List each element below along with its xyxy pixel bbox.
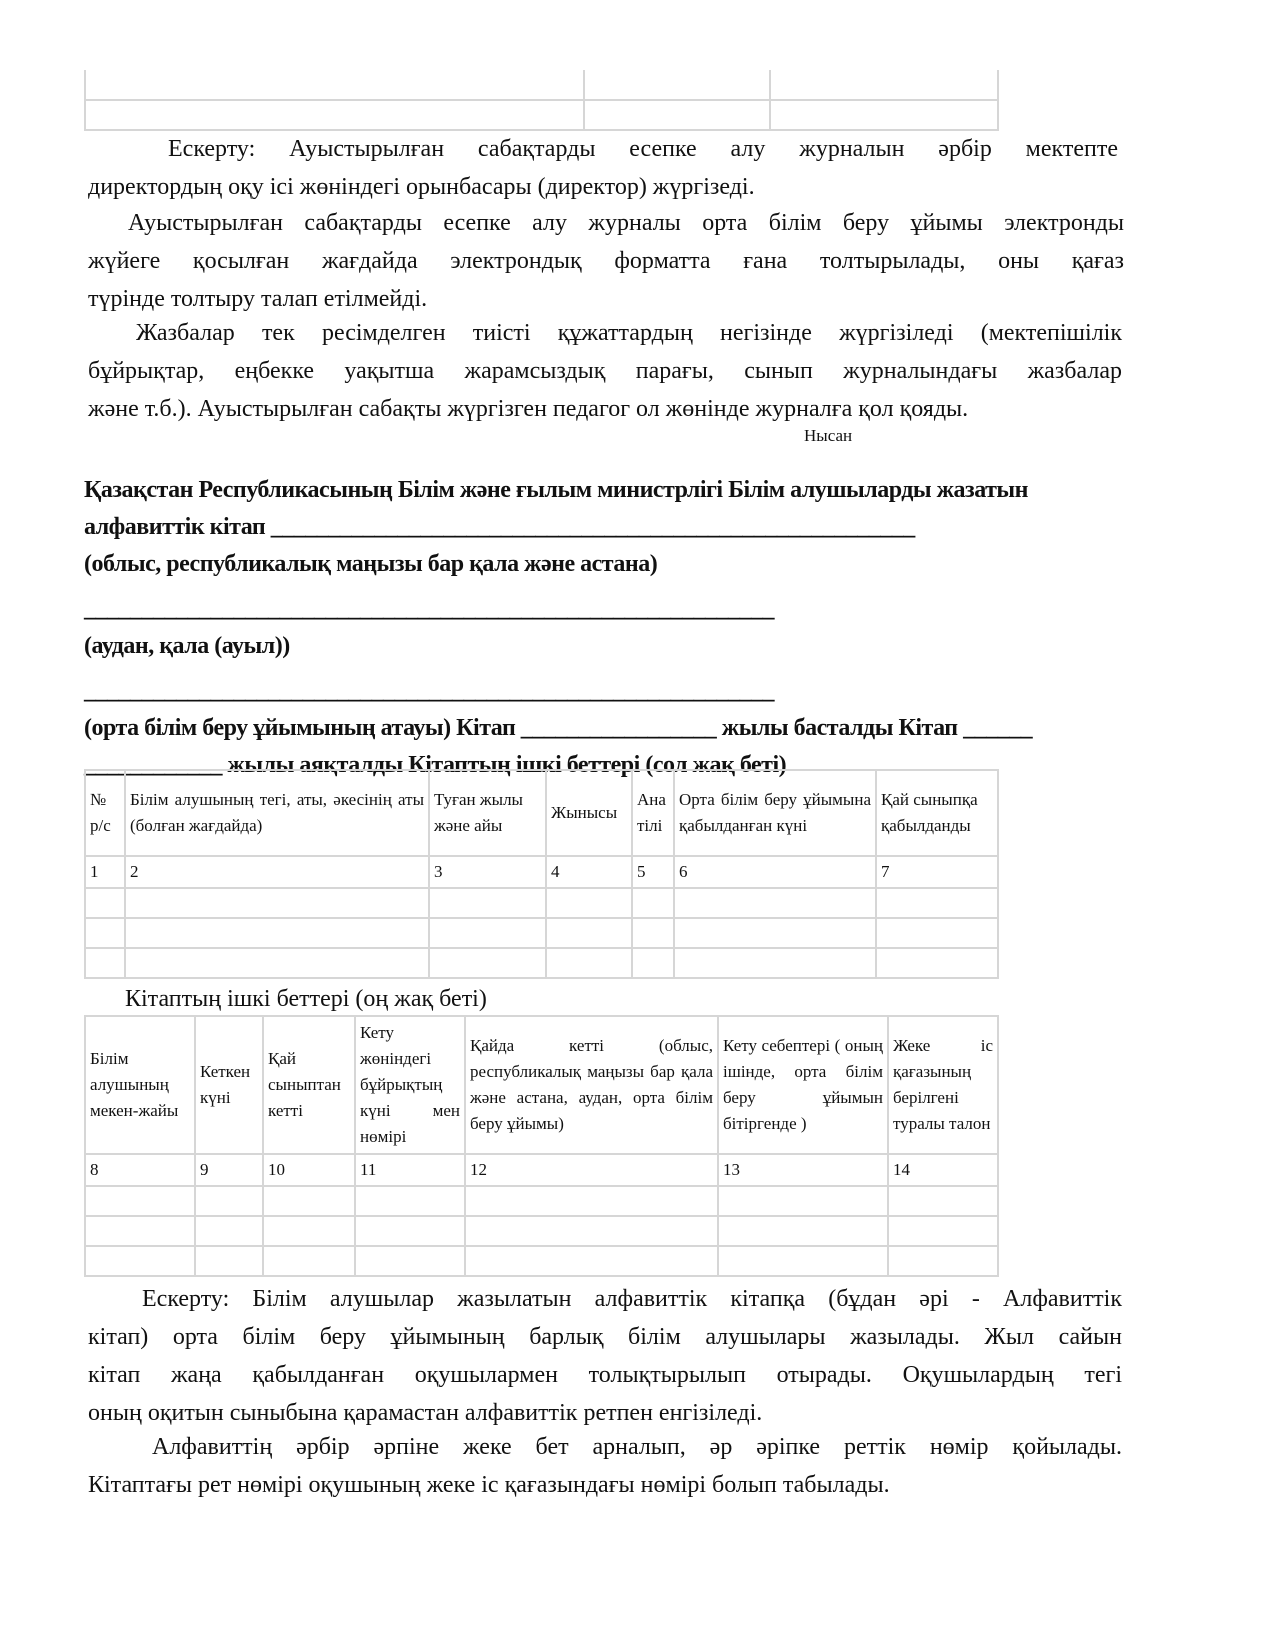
- table-cell: [125, 918, 429, 948]
- table-cell: [85, 70, 584, 100]
- column-header-native-language: Ана тілі: [632, 770, 674, 856]
- top-table: [84, 70, 999, 131]
- column-number: 8: [85, 1154, 195, 1186]
- column-header-gender: Жынысы: [546, 770, 632, 856]
- left-page-table: [84, 769, 999, 979]
- table-cell: [546, 918, 632, 948]
- column-header-order-date-number: Кету жөніндегі бұйрықтың күні мен нөмірі: [355, 1016, 465, 1154]
- table-cell: [355, 1216, 465, 1246]
- table-cell: [876, 888, 998, 918]
- paragraph-line: бұйрықтар, еңбекке уақытша жарамсыздық парағы, сынып журналындағы жазбалар: [88, 358, 1122, 384]
- column-number: 1: [85, 856, 125, 888]
- table-cell: [876, 948, 998, 978]
- note-replaced-lessons: [88, 130, 1118, 206]
- district-blank: ____________________________________________________________: [84, 596, 774, 622]
- column-header-destination: Қайда кетті (облыс, республикалық маңызы бар қала және астана, аудан, орта білім беру ұйымы): [465, 1016, 718, 1154]
- column-number: 3: [429, 856, 546, 888]
- table-cell: [770, 100, 998, 130]
- table-cell: [584, 70, 770, 100]
- table-row: [85, 1216, 998, 1246]
- right-page-table: [84, 1015, 999, 1277]
- table-cell: [355, 1186, 465, 1216]
- paragraph-line: және т.б.). Ауыстырылған сабақты жүргізген педагог ол жөнінде журналға қол қояды.: [88, 396, 969, 422]
- column-number: 6: [674, 856, 876, 888]
- organization-caption-book-start: (орта білім беру ұйымының атауы) Кітап _________________ жылы басталды Кітап ______: [84, 715, 1033, 741]
- heading-line: Қазақстан Республикасының Білім және ғылым министрлігі Білім алушыларды жазатын: [84, 477, 1028, 503]
- table-cell: [195, 1216, 263, 1246]
- table-cell: [632, 888, 674, 918]
- table-cell: [85, 1246, 195, 1276]
- paragraph-line: Алфавиттің әрбір әрпіне жеке бет арналып, әр әріпке реттік нөмір қойылады.: [152, 1434, 1122, 1460]
- column-number: 9: [195, 1154, 263, 1186]
- table-cell: [888, 1216, 998, 1246]
- column-header-full-name: Білім алушының тегі, аты, әкесінің аты (болған жағдайда): [125, 770, 429, 856]
- paragraph-line: Ауыстырылған сабақтарды есепке алу журналы орта білім беру ұйымы электронды: [128, 210, 1124, 236]
- table-cell: [718, 1246, 888, 1276]
- table-cell: [195, 1246, 263, 1276]
- heading-line-region-blank: алфавиттік кітап ________________________________________________________: [84, 514, 915, 540]
- column-number: 4: [546, 856, 632, 888]
- paragraph-line: жүйеге қосылған жағдайда электрондық форматта ғана толтырылады, оны қағаз: [88, 248, 1124, 274]
- table-cell: [888, 1246, 998, 1276]
- table-cell: [674, 888, 876, 918]
- paragraph-letter-pages: [88, 1428, 1122, 1504]
- table-cell: [263, 1216, 355, 1246]
- table-cell: [85, 1216, 195, 1246]
- column-header-number: № р/с: [85, 770, 125, 856]
- column-header-admitted-class: Қай сыныпқа қабылданды: [876, 770, 998, 856]
- paragraph-line: Жазбалар тек ресімделген тиісті құжаттардың негізінде жүргізіледі (мектепішілік: [136, 320, 1122, 346]
- table-cell: [85, 888, 125, 918]
- form-heading: [84, 472, 1144, 784]
- table-row: [85, 888, 998, 918]
- table-cell: [85, 1186, 195, 1216]
- table-cell: [770, 70, 998, 100]
- column-header-admission-date: Орта білім беру ұйымына қабылданған күні: [674, 770, 876, 856]
- column-number: 12: [465, 1154, 718, 1186]
- column-header-leave-date: Кеткен күні: [195, 1016, 263, 1154]
- column-number: 7: [876, 856, 998, 888]
- table-cell: [632, 948, 674, 978]
- table-row: [85, 1186, 998, 1216]
- district-caption: (аудан, қала (ауыл)): [84, 633, 290, 659]
- column-header-left-class: Қай сыныптан кетті: [263, 1016, 355, 1154]
- table-cell: [546, 948, 632, 978]
- region-caption: (облыс, республикалық маңызы бар қала және астана): [84, 551, 658, 577]
- table-cell: [85, 948, 125, 978]
- column-header-leave-reasons: Кету себептері ( оның ішінде, орта білім беру ұйымын бітіргенде ): [718, 1016, 888, 1154]
- table-cell: [465, 1216, 718, 1246]
- book-end-left-page-caption: ____________ жылы аяқталды Кітаптың ішкі беттері (сол жақ беті): [84, 752, 787, 778]
- table-cell: [429, 948, 546, 978]
- table-cell: [674, 918, 876, 948]
- column-number: 11: [355, 1154, 465, 1186]
- table-number-row: [85, 1154, 998, 1186]
- table-header-row: [85, 770, 998, 856]
- note-line: оның оқитын сыныбына қарамастан алфавиттік ретпен енгізіледі.: [88, 1400, 763, 1426]
- paragraph-electronic-format: [88, 204, 1124, 318]
- table-number-row: [85, 856, 998, 888]
- column-number: 14: [888, 1154, 998, 1186]
- table-header-row: [85, 1016, 998, 1154]
- paragraph-line: Кітаптағы рет нөмірі оқушының жеке іс қағазындағы нөмірі болып табылады.: [88, 1472, 890, 1498]
- note-alphabet-book: [88, 1280, 1122, 1432]
- table-cell: [674, 948, 876, 978]
- table-cell: [125, 948, 429, 978]
- table-cell: [85, 918, 125, 948]
- table-row: [85, 100, 998, 130]
- table-cell: [465, 1186, 718, 1216]
- table-cell: [888, 1186, 998, 1216]
- table-row: [85, 70, 998, 100]
- table-cell: [584, 100, 770, 130]
- column-number: 2: [125, 856, 429, 888]
- table-cell: [263, 1246, 355, 1276]
- table-cell: [429, 918, 546, 948]
- right-page-caption: Кітаптың ішкі беттері (оң жақ беті): [125, 986, 487, 1012]
- column-header-address: Білім алушының мекен-жайы: [85, 1016, 195, 1154]
- table-cell: [263, 1186, 355, 1216]
- table-cell: [465, 1246, 718, 1276]
- column-header-birth-date: Туған жылы және айы: [429, 770, 546, 856]
- table-row: [85, 1246, 998, 1276]
- table-cell: [355, 1246, 465, 1276]
- note-line: кітап) орта білім беру ұйымының барлық білім алушылары жазылады. Жыл сайын: [88, 1324, 1122, 1350]
- paragraph-records: [88, 314, 1122, 428]
- column-header-personal-file-talon: Жеке іс қағазының берілгені туралы талон: [888, 1016, 998, 1154]
- paragraph-line: түрінде толтыру талап етілмейді.: [88, 286, 428, 312]
- table-row: [85, 918, 998, 948]
- note-line: кітап жаңа қабылданған оқушылармен толықтырылып отырады. Оқушылардың тегі: [88, 1362, 1122, 1388]
- table-cell: [125, 888, 429, 918]
- column-number: 13: [718, 1154, 888, 1186]
- note-line: Ескерту: Білім алушылар жазылатын алфавиттік кітапқа (бұдан әрі - Алфавиттік: [142, 1286, 1122, 1312]
- organization-blank: ____________________________________________________________: [84, 678, 774, 704]
- table-cell: [195, 1186, 263, 1216]
- table-cell: [85, 100, 584, 130]
- form-label: Нысан: [804, 426, 853, 445]
- note-line: Ескерту: Ауыстырылған сабақтарды есепке алу журналын әрбір мектепте: [168, 136, 1118, 162]
- note-line: директордың оқу ісі жөніндегі орынбасары (директор) жүргізеді.: [88, 174, 755, 200]
- table-row: [85, 948, 998, 978]
- column-number: 5: [632, 856, 674, 888]
- table-cell: [632, 918, 674, 948]
- table-cell: [876, 918, 998, 948]
- table-cell: [718, 1186, 888, 1216]
- table-cell: [429, 888, 546, 918]
- table-cell: [546, 888, 632, 918]
- table-cell: [718, 1216, 888, 1246]
- column-number: 10: [263, 1154, 355, 1186]
